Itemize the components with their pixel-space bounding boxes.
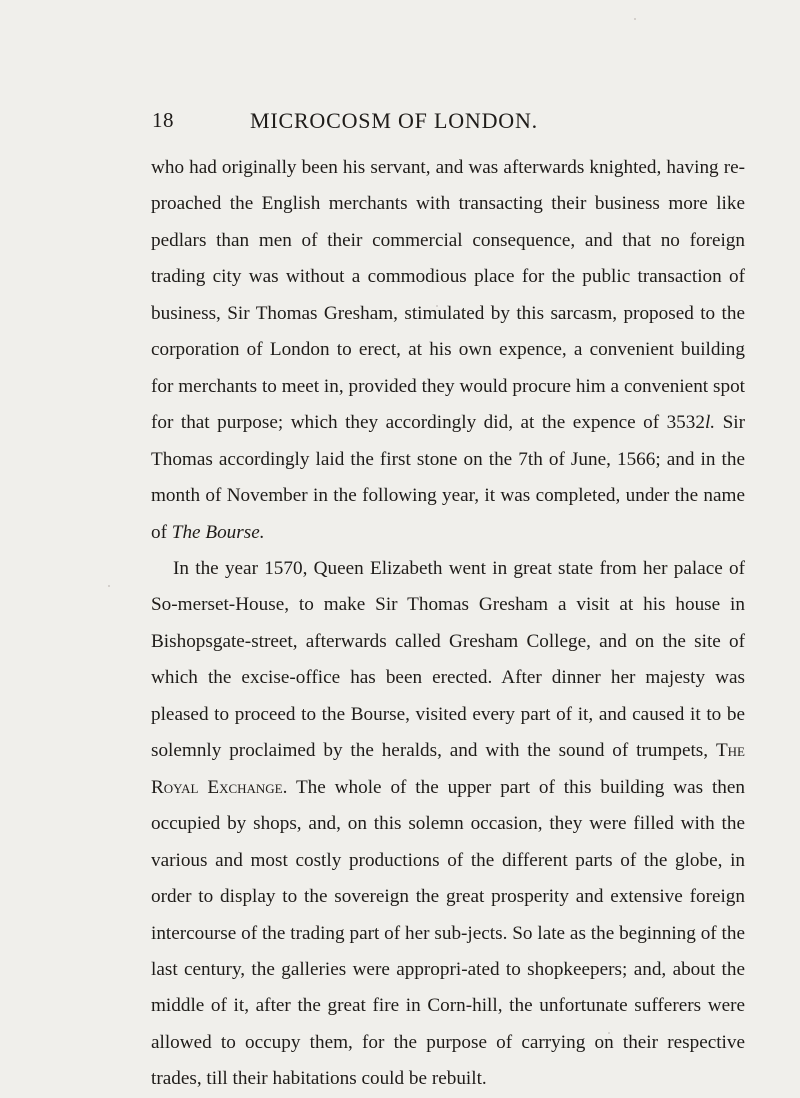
text-segment: In the year 1570, Queen Elizabeth went in great state from her palace of So-merset-House, to make Sir Thomas Gresham a visit at his house in Bishopsgate-street, afterwards called Gresham College, and on the site of which the excise-office has been erected. After dinner her majesty was pleased to proceed to the Bourse, visited every part of it, and caused it to be solemnly proclaimed by the heralds, and with the sound of trumpets, (151, 557, 745, 762)
italic-segment: The Bourse. (171, 521, 265, 543)
body-text (151, 150, 745, 1098)
paragraph-1 (151, 150, 745, 551)
paper-speck (108, 585, 110, 587)
text-segment: The whole of the upper part of this building was then occupied by shops, and, on this solemn occasion, they were filled with the various and most costly productions of the different parts of the globe, in order to display to the sovereign the great prosperity and extensive foreign intercourse of the trading part of her sub-jects. So late as the beginning of the last century, the galleries were appropri-ated to shopkeepers; and, about the middle of it, after the great fire in Corn-hill, the unfortunate sufferers were allowed to occupy them, for the purpose of carrying on their respective trades, till their habitations could be rebuilt. (151, 776, 745, 1090)
paper-speck (634, 18, 636, 20)
text-segment: Sir Thomas accordingly laid the first stone on the 7th of June, 1566; and in the month of November in the following year, it was completed, under the name of (151, 412, 745, 543)
italic-segment: l. (704, 412, 716, 434)
text-segment: who had originally been his servant, and was afterwards knighted, having re-proached the English merchants with transacting their business more like pedlars than men of their commercial consequence, and that no foreign trading city was without a commodious place for the public transaction of business, Sir Thomas Gresham, stimulated by this sarcasm, proposed to the corporation of London to erect, at his own expence, a convenient building for merchants to meet in, provided they would procure him a convenient spot for that purpose; which they accordingly did, at the expence of 3532 (151, 157, 745, 434)
running-title: MICROCOSM OF LONDON. (250, 108, 538, 133)
paper-speck (436, 305, 438, 307)
page-header (152, 108, 744, 138)
smallcaps-segment: The Royal Exchange. (151, 740, 745, 798)
page-number: 18 (152, 108, 174, 132)
paragraph-2 (151, 551, 745, 1098)
paper-speck (608, 1032, 610, 1034)
